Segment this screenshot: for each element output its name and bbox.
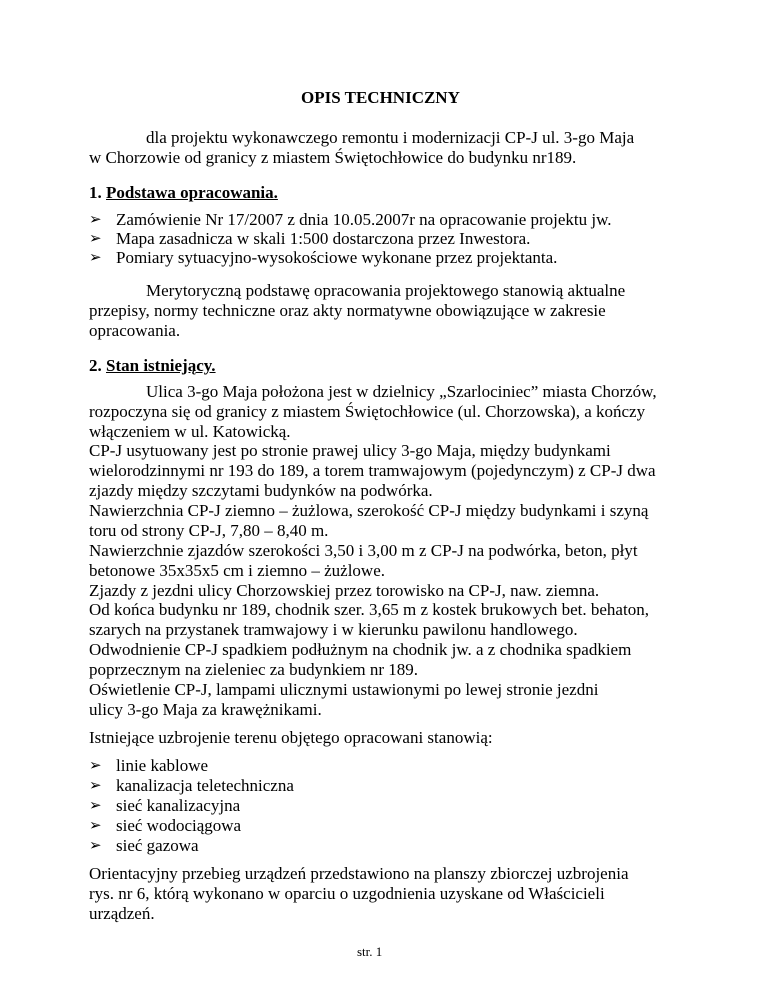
paragraph-line: CP-J usytuowany jest po stronie prawej ulicy 3-go Maja, między budynkami: [89, 441, 611, 460]
arrow-bullet-icon: ➢: [89, 212, 102, 228]
paragraph-line: Oświetlenie CP-J, lampami ulicznymi ustawionymi po lewej stronie jezdni: [89, 680, 599, 699]
paragraph-line: włączeniem w ul. Katowicką.: [89, 422, 291, 441]
arrow-bullet-icon: ➢: [89, 798, 102, 814]
intro-line: dla projektu wykonawczego remontu i modernizacji CP-J ul. 3-go Maja: [146, 128, 635, 147]
arrow-bullet-icon: ➢: [89, 778, 102, 794]
document-page: OPIS TECHNICZNY dla projektu wykonawczego remontu i modernizacji CP-J ul. 3-go Maja w Chorzowie od granicy z miastem Świętochłowice do budynku nr189. 1. Podstawa opracowania. ➢ Zamówienie Nr 17/2007 z dnia 10.05.2007r na opracowanie projektu jw. ➢ Mapa zasadnicza w skali 1:500 dostarczona przez Inwestora. ➢ Pomiary sytuacyjno-wysokościowe wykonane przez projektanta. Merytoryczną podstawę opracowania projektowego stanowią aktualne przepisy, normy techniczne oraz akty normatywne obowiązujące w zakresie opracowania. 2. Stan istniejący. Ulica 3-go Maja położona jest w dzielnicy „Szarlociniec” miasta Chorzów, rozpoczyna się od granicy z miastem Świętochłowice (ul. Chorzowska), a kończy włączeniem w ul. Katowicką. CP-J usytuowany jest po stronie prawej ulicy 3-go Maja, między budynkami wielorodzinnymi nr 193 do 189, a torem tramwajowym (pojedynczym) z CP-J dwa zjazdy między szczytami budynków na podwórka. Nawierzchnia CP-J ziemno – żużlowa, szerokość CP-J między budynkami i szyną toru od strony CP-J, 7,80 – 8,40 m. Nawierzchnie zjazdów szerokości 3,50 i 3,00 m z CP-J na podwórka, beton, płyt betonowe 35x35x5 cm i ziemno – żużlowe. Zjazdy z jezdni ulicy Chorzowskiej przez torowisko na CP-J, naw. ziemna. Od końca budynku nr 189, chodnik szer. 3,65 m z kostek brukowych bet. behaton, szarych na przystanek tramwajowy i w kierunku pawilonu handlowego. Odwodnienie CP-J spadkiem podłużnym na chodnik jw. a z chodnika spadkiem poprzecznym na zieleniec za budynkiem nr 189. Oświetlenie CP-J, lampami ulicznymi ustawionymi po lewej stronie jezdni ulicy 3-go Maja za krawężnikami. Istniejące uzbrojenie terenu objętego opracowani stanowią: ➢ linie kablowe ➢ kanalizacja teletechniczna ➢ sieć kanalizacyjna ➢ sieć wodociągowa ➢ sieć gazowa Orientacyjny przebieg urządzeń przedstawiono na planszy zbiorczej uzbrojenia rys. nr 6, którą wykonano w oparciu o uzgodnienia uzyskane od Właścicieli urządzeń. str. 1: [89, 88, 657, 959]
section-number: 1.: [89, 183, 102, 202]
paragraph-line: betonowe 35x35x5 cm i ziemno – żużlowe.: [89, 561, 386, 580]
paragraph-line: Od końca budynku nr 189, chodnik szer. 3,65 m z kostek brukowych bet. behaton,: [89, 600, 649, 619]
paragraph-line: wielorodzinnymi nr 193 do 189, a torem tramwajowym (pojedynczym) z CP-J dwa: [89, 461, 656, 480]
section-title: Podstawa opracowania.: [106, 183, 278, 202]
paragraph-line: opracowania.: [89, 321, 181, 340]
paragraph-line: poprzecznym na zieleniec za budynkiem nr 189.: [89, 660, 419, 679]
paragraph-line: ulicy 3-go Maja za krawężnikami.: [89, 700, 322, 719]
arrow-bullet-icon: ➢: [89, 250, 102, 266]
arrow-bullet-icon: ➢: [89, 818, 102, 834]
paragraph-line: szarych na przystanek tramwajowy i w kierunku pawilonu handlowego.: [89, 620, 578, 639]
document-title: OPIS TECHNICZNY: [301, 88, 460, 107]
paragraph-line: Nawierzchnie zjazdów szerokości 3,50 i 3,00 m z CP-J na podwórka, beton, płyt: [89, 541, 638, 560]
paragraph-line: rozpoczyna się od granicy z miastem Świętochłowice (ul. Chorzowska), a kończy: [89, 402, 646, 421]
page-number: str. 1: [357, 944, 383, 959]
section-heading: [89, 356, 216, 376]
paragraph-line: rys. nr 6, którą wykonano w oparciu o uzgodnienia uzyskane od Właścicieli: [89, 884, 605, 903]
paragraph-line: Zjazdy z jezdni ulicy Chorzowskiej przez torowisko na CP-J, naw. ziemna.: [89, 581, 600, 600]
arrow-bullet-icon: ➢: [89, 758, 102, 774]
section-number: 2.: [89, 356, 102, 375]
paragraph-line: Istniejące uzbrojenie terenu objętego opracowani stanowią:: [89, 728, 493, 747]
paragraph-line: toru od strony CP-J, 7,80 – 8,40 m.: [89, 521, 329, 540]
section-title: Stan istniejący.: [106, 356, 216, 375]
paragraph-line: Merytoryczną podstawę opracowania projektowego stanowią aktualne: [146, 281, 626, 300]
arrow-bullet-icon: ➢: [89, 231, 102, 247]
paragraph-line: Orientacyjny przebieg urządzeń przedstawiono na planszy zbiorczej uzbrojenia: [89, 864, 629, 883]
paragraph-line: Odwodnienie CP-J spadkiem podłużnym na chodnik jw. a z chodnika spadkiem: [89, 640, 632, 659]
paragraph-line: zjazdy między szczytami budynków na podwórka.: [89, 481, 433, 500]
arrow-bullet-icon: ➢: [89, 838, 102, 854]
section-heading: [89, 183, 278, 203]
paragraph-line: Ulica 3-go Maja położona jest w dzielnicy „Szarlociniec” miasta Chorzów,: [146, 382, 657, 401]
intro-line: w Chorzowie od granicy z miastem Świętochłowice do budynku nr189.: [89, 148, 577, 167]
paragraph-line: urządzeń.: [89, 904, 155, 923]
paragraph-line: Nawierzchnia CP-J ziemno – żużlowa, szerokość CP-J między budynkami i szyną: [89, 501, 649, 520]
paragraph-line: przepisy, normy techniczne oraz akty normatywne obowiązujące w zakresie: [89, 301, 606, 320]
